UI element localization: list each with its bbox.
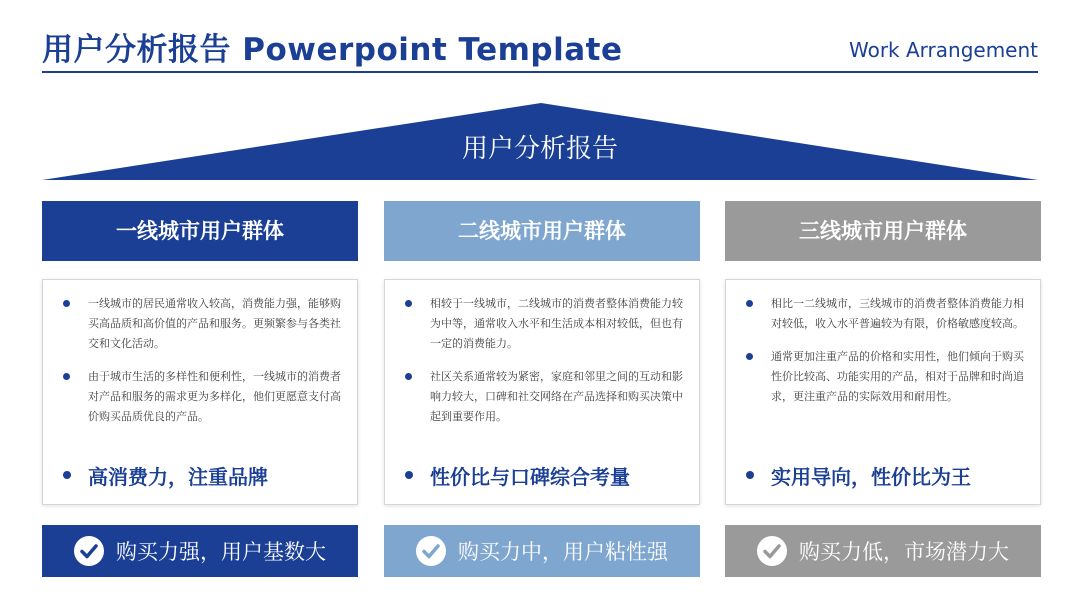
- list-item: [403, 294, 683, 354]
- list-item: [744, 294, 1024, 334]
- highlight-text: 实用导向，性价比为王: [771, 465, 971, 489]
- column-card: [725, 279, 1041, 505]
- list-item-text: 相比一二线城市，三线城市的消费者整体消费能力相对较低，收入水平普遍较为有限，价格敏感度较高。: [771, 297, 1024, 330]
- column-card: [42, 279, 358, 505]
- bullet-dot-icon: [63, 471, 71, 479]
- bullet-dot-icon: [746, 471, 754, 479]
- highlight-text: 性价比与口碑综合考量: [430, 465, 630, 489]
- column-highlight: [61, 461, 268, 490]
- check-circle-icon: [416, 536, 446, 566]
- column-footer: [384, 525, 700, 577]
- bullet-dot-icon: [405, 300, 412, 307]
- highlight-text: 高消费力，注重品牌: [88, 465, 268, 489]
- bullet-dot-icon: [405, 471, 413, 479]
- column-card: [384, 279, 700, 505]
- roof-label: 用户分析报告: [461, 134, 618, 164]
- check-circle-icon: [74, 536, 104, 566]
- column-header: 一线城市用户群体: [42, 201, 358, 261]
- column-highlight: [744, 461, 971, 490]
- column-footer: [42, 525, 358, 577]
- footer-text: 购买力强，用户基数大: [116, 540, 326, 564]
- list-item-text: 通常更加注重产品的价格和实用性，他们倾向于购买性价比较高、功能实用的产品，相对于品牌和时尚追求，更注重产品的实际效用和耐用性。: [771, 350, 1024, 403]
- column-tier3: [725, 201, 1041, 577]
- footer-text: 购买力中，用户粘性强: [458, 540, 668, 564]
- list-item-text: 由于城市生活的多样性和便利性，一线城市的消费者对产品和服务的需求更为多样化，他们更愿意支付高价购买品质优良的产品。: [88, 370, 341, 423]
- bullet-dot-icon: [63, 373, 70, 380]
- column-footer: [725, 525, 1041, 577]
- list-item-text: 社区关系通常较为紧密，家庭和邻里之间的互动和影响力较大，口碑和社交网络在产品选择和购买决策中起到重要作用。: [430, 370, 683, 423]
- bullet-dot-icon: [405, 373, 412, 380]
- check-circle-icon: [757, 536, 787, 566]
- column-tier1: [42, 201, 358, 577]
- page-subtitle: Work Arrangement: [848, 38, 1038, 62]
- bullet-dot-icon: [63, 300, 70, 307]
- header-divider: [42, 71, 1038, 73]
- footer-text: 购买力低，市场潜力大: [799, 540, 1009, 564]
- list-item: [744, 347, 1024, 407]
- list-item: [403, 367, 683, 427]
- bullet-dot-icon: [746, 353, 753, 360]
- list-item-text: 相较于一线城市，二线城市的消费者整体消费能力较为中等，通常收入水平和生活成本相对较低，但也有一定的消费能力。: [430, 297, 683, 350]
- list-item: [61, 294, 341, 354]
- column-highlight: [403, 461, 630, 490]
- column-tier2: [384, 201, 700, 577]
- column-header: 二线城市用户群体: [384, 201, 700, 261]
- list-item-text: 一线城市的居民通常收入较高，消费能力强，能够购买高品质和高价值的产品和服务。更频繁参与各类社交和文化活动。: [88, 297, 341, 350]
- page-title: 用户分析报告 Powerpoint Template: [42, 32, 623, 68]
- bullet-dot-icon: [746, 300, 753, 307]
- list-item: [61, 367, 341, 427]
- column-header: 三线城市用户群体: [725, 201, 1041, 261]
